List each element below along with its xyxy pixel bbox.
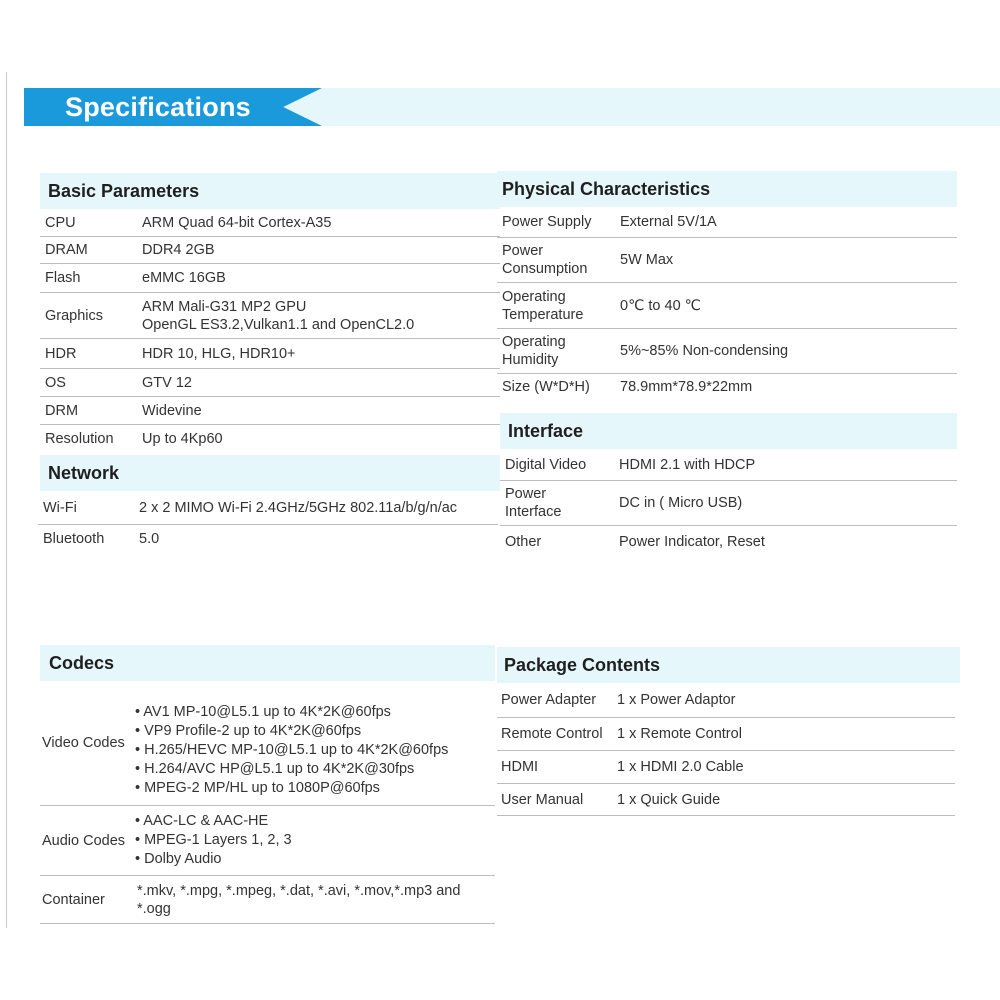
spec-label: HDR (45, 345, 77, 362)
spec-label: DRM (45, 402, 79, 419)
spec-value: DDR4 2GB (142, 242, 215, 258)
spec-label-line: Power (505, 486, 547, 502)
spec-label: Graphics (45, 307, 104, 324)
list-item: • AV1 MP-10@L5.1 up to 4K*2K@60fps (135, 703, 391, 720)
spec-label-line: Humidity (502, 352, 559, 368)
spec-row-drm (40, 397, 500, 425)
spec-label: Resolution (45, 431, 114, 447)
spec-row-graphics (40, 293, 500, 339)
list-item: • MPEG-1 Layers 1, 2, 3 (135, 832, 292, 848)
package-row-user-manual (497, 784, 955, 816)
spec-value: 1 x Remote Control (617, 726, 742, 742)
network-title: Network (48, 462, 120, 483)
physical-characteristics-header (497, 171, 957, 207)
spec-label: Audio Codes (42, 832, 126, 849)
codecs-title: Codecs (49, 652, 115, 673)
spec-value (137, 882, 460, 918)
spec-label: Flash (45, 270, 81, 286)
spec-value: 5%~85% Non-condensing (620, 343, 789, 359)
spec-label-line: Temperature (502, 306, 584, 323)
spec-value-line: *.ogg (137, 900, 171, 917)
basic-parameters-title: Basic Parameters (48, 180, 200, 201)
audio-codec-list (135, 812, 292, 869)
spec-label: Power Adapter (501, 692, 597, 708)
spec-label (497, 288, 620, 324)
package-row-hdmi (497, 751, 955, 784)
spec-label (500, 485, 619, 521)
spec-label: Other (505, 534, 542, 550)
spec-row-size (497, 374, 957, 400)
spec-value (142, 298, 414, 334)
list-item: • H.264/AVC HP@L5.1 up to 4K*2K@30fps (135, 760, 415, 777)
spec-label: DRAM (45, 242, 88, 258)
package-contents-title: Package Contents (504, 654, 661, 675)
spec-label (497, 333, 620, 369)
spec-value: eMMC 16GB (142, 270, 226, 286)
spec-value: Power Indicator, Reset (619, 534, 765, 550)
spec-value: 78.9mm*78.9*22mm (620, 379, 753, 395)
spec-label (497, 242, 620, 278)
spec-value: 5.0 (139, 531, 160, 547)
package-row-remote-control (497, 718, 955, 751)
spec-row-power-consumption (497, 238, 957, 283)
spec-row-flash (40, 264, 500, 293)
spec-label: OS (45, 374, 66, 391)
spec-label: Remote Control (501, 726, 603, 742)
spec-row-resolution (40, 425, 500, 453)
spec-row-wifi (38, 491, 498, 525)
spec-value: 2 x 2 MIMO Wi-Fi 2.4GHz/5GHz 802.11a/b/g/n/ac (139, 499, 458, 516)
spec-label-line: Consumption (502, 261, 588, 277)
spec-row-power-interface (500, 481, 957, 526)
spec-value: 1 x HDMI 2.0 Cable (617, 759, 744, 775)
package-row-power-adapter (497, 683, 955, 718)
spec-row-operating-temperature (497, 283, 957, 329)
network-header (40, 455, 500, 491)
spec-value: DC in ( Micro USB) (619, 495, 743, 511)
spec-row-bluetooth (38, 525, 498, 553)
package-contents-header (497, 647, 960, 683)
list-item: • MPEG-2 MP/HL up to 1080P@60fps (135, 779, 380, 796)
spec-label: Container (42, 891, 105, 908)
basic-parameters-header (40, 173, 500, 209)
spec-value: HDR 10, HLG, HDR10+ (142, 345, 296, 362)
spec-label: Wi-Fi (43, 499, 77, 516)
spec-value: HDMI 2.1 with HDCP (619, 456, 756, 473)
spec-value: 1 x Quick Guide (617, 791, 721, 808)
spec-row-digital-video (500, 449, 957, 481)
spec-row-dram (40, 237, 500, 264)
video-codec-list (135, 689, 448, 798)
spec-value: External 5V/1A (620, 214, 717, 230)
spec-label: Digital Video (505, 456, 587, 473)
spec-row-os (40, 369, 500, 397)
interface-header (500, 413, 957, 449)
spec-label: Bluetooth (43, 531, 105, 547)
list-item: • VP9 Profile-2 up to 4K*2K@60fps (135, 722, 362, 739)
spec-row-operating-humidity (497, 329, 957, 374)
spec-value: 0℃ to 40 ℃ (620, 297, 701, 314)
spec-value-line: ARM Mali-G31 MP2 GPU (142, 298, 307, 315)
list-item: • AAC-LC & AAC-HE (135, 813, 269, 829)
codec-row-container (40, 876, 495, 924)
codecs-header (40, 645, 495, 681)
spec-row-hdr (40, 339, 500, 369)
spec-value: Widevine (142, 402, 202, 419)
spec-label: Video Codes (42, 735, 125, 751)
spec-value: 1 x Power Adaptor (617, 692, 736, 708)
spec-label: User Manual (501, 791, 584, 808)
spec-value: GTV 12 (142, 374, 192, 391)
spec-row-cpu (40, 209, 500, 237)
codec-row-audio (40, 806, 495, 876)
spec-label: Power Supply (502, 214, 592, 230)
spec-label-line: Operating (502, 334, 566, 350)
spec-label-line: Power (502, 243, 544, 259)
spec-value-line: *.mkv, *.mpg, *.mpeg, *.dat, *.avi, *.mov,*.mp3 and (137, 882, 461, 899)
spec-value: 5W Max (620, 252, 674, 268)
spec-label-line: Operating (502, 288, 566, 305)
spec-label: HDMI (501, 759, 539, 775)
codec-row-video (40, 681, 495, 806)
page-left-border (6, 72, 7, 928)
spec-label: CPU (45, 214, 76, 231)
physical-characteristics-title: Physical Characteristics (502, 178, 711, 199)
page-title: Specifications (65, 92, 251, 122)
spec-row-other (500, 528, 957, 556)
spec-value-line: OpenGL ES3.2,Vulkan1.1 and OpenCL2.0 (142, 316, 415, 333)
list-item: • H.265/HEVC MP-10@L5.1 up to 4K*2K@60fps (135, 741, 449, 758)
spec-value: ARM Quad 64-bit Cortex-A35 (142, 214, 332, 231)
spec-label: Size (W*D*H) (502, 379, 590, 395)
list-item: • Dolby Audio (135, 851, 222, 867)
spec-row-power-supply (497, 207, 957, 238)
interface-title: Interface (508, 420, 584, 441)
spec-value: Up to 4Kp60 (142, 431, 223, 447)
spec-label-line: Interface (505, 504, 562, 520)
